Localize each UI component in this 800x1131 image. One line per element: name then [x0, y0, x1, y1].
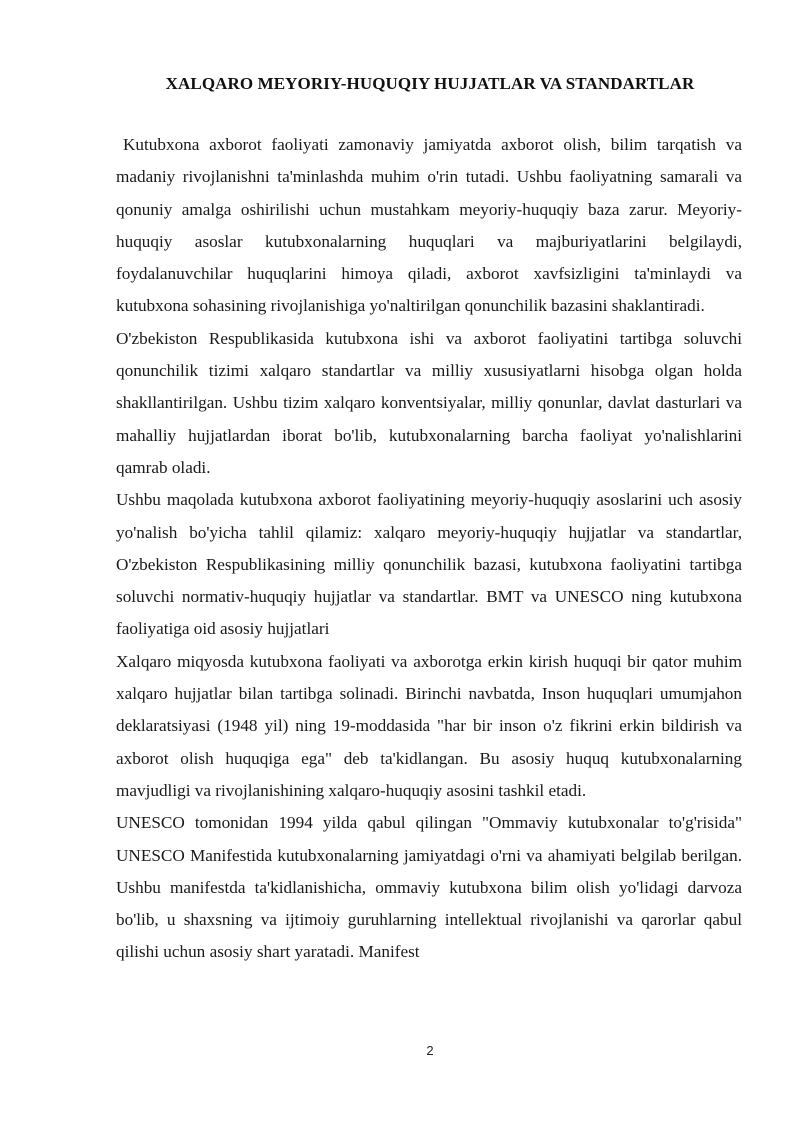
document-body [116, 129, 742, 969]
page-number: 2 [426, 1043, 434, 1058]
paragraph-intro: Kutubxona axborot faoliyati zamonaviy jamiyatda axborot olish, bilim tarqatish va madaniy rivojlanishni ta'minlashda muhim o'rin tutadi. Ushbu faoliyatning samarali va qonuniy amalga oshirilishi uchun mustahkam meyoriy-huquqiy baza zarur. Meyoriy-huquqiy asoslar kutubxonalarning huquqlari va majburiyatlarini belgilaydi, foydalanuvchilar huquqlarini himoya qiladi, axborot xavfsizligini ta'minlaydi va kutubxona sohasining rivojlanishiga yo'naltirilgan qonunchilik bazasini shaklantiradi. [116, 135, 742, 316]
paragraph-article-scope: Ushbu maqolada kutubxona axborot faoliyatining meyoriy-huquqiy asoslarini uch asosiy yo'nalish bo'yicha tahlil qilamiz: xalqaro meyoriy-huquqiy hujjatlar va standartlar, O'zbekiston Respublikasining milliy qonunchilik bazasi, kutubxona faoliyatini tartibga soluvchi normativ-huquqiy hujjatlar va standartlar. BMT va UNESCO ning kutubxona faoliyatiga oid asosiy hujjatlari [116, 490, 742, 639]
paragraph-uzbekistan-legislation: O'zbekiston Respublikasida kutubxona ishi va axborot faoliyatini tartibga soluvchi qonunchilik tizimi xalqaro standartlar va milliy xususiyatlarni hisobga olgan holda shakllantirilgan. Ushbu tizim xalqaro konventsiyalar, milliy qonunlar, davlat dasturlari va mahalliy hujjatlardan iborat bo'lib, kutubxonalarning barcha faoliyat yo'nalishlarini qamrab oladi. [116, 328, 742, 477]
paragraph-unesco-manifesto: UNESCO tomonidan 1994 yilda qabul qilingan "Ommaviy kutubxonalar to'g'risida" UNESCO Manifestida kutubxonalarning jamiyatdagi o'rni va ahamiyati belgilab berilgan. Ushbu manifestda ta'kidlanishicha, ommaviy kutubxona bilim olish yo'lidagi darvoza bo'lib, u shaxsning va ijtimoiy guruhlarning intellektual rivojlanishi va qarorlar qabul qilishi uchun asosiy shart yaratadi. Manifest [116, 813, 742, 962]
document-title: XALQARO MEYORIY-HUQUQIY HUJJATLAR VA STANDARTLAR [165, 74, 695, 93]
paragraph-international-documents: Xalqaro miqyosda kutubxona faoliyati va axborotga erkin kirish huquqi bir qator muhim xalqaro hujjatlar bilan tartibga solinadi. Birinchi navbatda, Inson huquqlari umumjahon deklaratsiyasi (1948 yil) ning 19-moddasida "har bir inson o'z fikrini erkin bildirish va axborot olish huquqiga ega" deb ta'kidlangan. Bu asosiy huquq kutubxonalarning mavjudligi va rivojlanishining xalqaro-huquqiy asosini tashkil etadi. [116, 651, 742, 800]
